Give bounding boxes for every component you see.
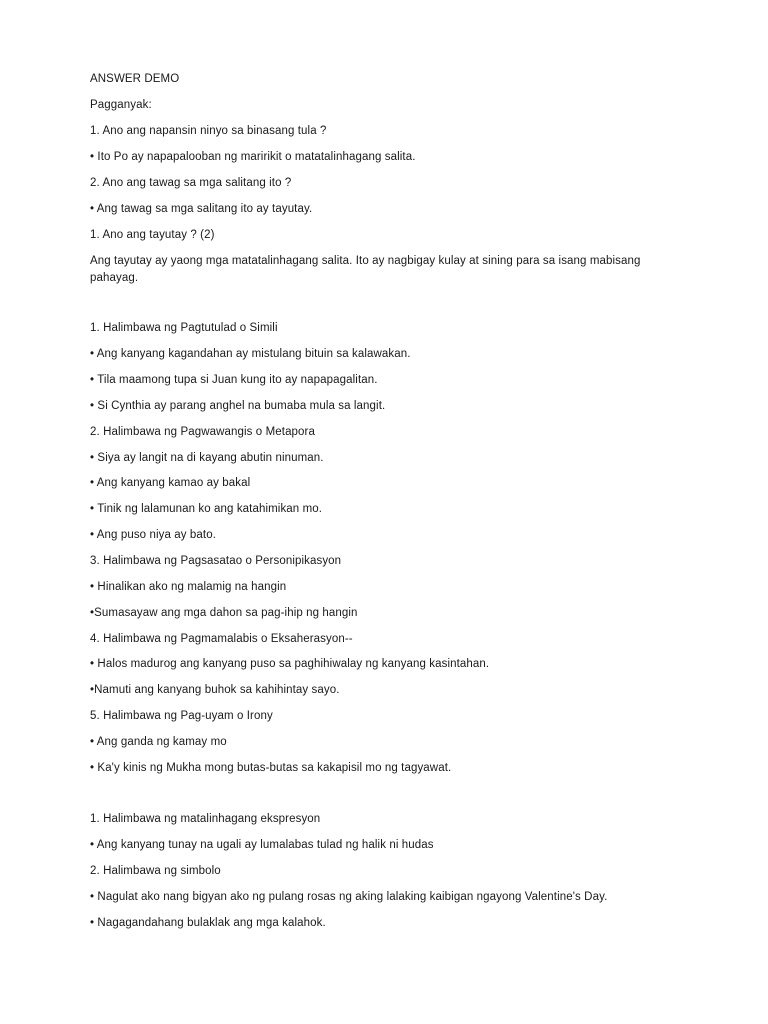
text-line: 1. Halimbawa ng Pagtutulad o Simili xyxy=(90,322,278,334)
text-line: 2. Halimbawa ng simbolo xyxy=(90,865,221,877)
text-line: • Ang puso niya ay bato. xyxy=(90,529,216,541)
text-line: 4. Halimbawa ng Pagmamalabis o Eksaherasyon-- xyxy=(90,633,353,645)
text-line: 1. Halimbawa ng matalinhagang ekspresyon xyxy=(90,813,321,825)
text-line: 2. Ano ang tawag sa mga salitang ito ? xyxy=(90,177,292,189)
text-line: • Tinik ng lalamunan ko ang katahimikan mo. xyxy=(90,503,323,515)
text-line: • Nagulat ako nang bigyan ako ng pulang rosas ng aking lalaking kaibigan ngayong Valentine's Day. xyxy=(90,891,608,903)
text-line: 1. Ano ang tayutay ? (2) xyxy=(90,229,215,241)
text-line: • Hinalikan ako ng malamig na hangin xyxy=(90,581,287,593)
text-line: • Ang kanyang kamao ay bakal xyxy=(90,477,251,489)
text-line: • Ang kanyang kagandahan ay mistulang bituin sa kalawakan. xyxy=(90,348,411,360)
text-line: 3. Halimbawa ng Pagsasatao o Personipikasyon xyxy=(90,555,342,567)
text-line: • Ito Po ay napapalooban ng maririkit o matatalinhagang salita. xyxy=(90,151,416,163)
text-line: • Ka'y kinis ng Mukha mong butas-butas sa kakapisil mo ng tagyawat. xyxy=(90,762,452,774)
text-line: • Tila maamong tupa si Juan kung ito ay napapagalitan. xyxy=(90,374,378,386)
text-paragraph: Ang tayutay ay yaong mga matatalinhagang salita. Ito ay nagbigay kulay at sining para sa isang mabisang pahayag. xyxy=(90,255,641,284)
text-line: • Nagagandahang bulaklak ang mga kalahok. xyxy=(90,917,326,929)
text-line: 1. Ano ang napansin ninyo sa binasang tula ? xyxy=(90,125,327,137)
text-line: • Siya ay langit na di kayang abutin ninuman. xyxy=(90,452,324,464)
text-line: • Halos madurog ang kanyang puso sa paghihiwalay ng kanyang kasintahan. xyxy=(90,658,490,670)
text-line: • Si Cynthia ay parang anghel na bumaba mula sa langit. xyxy=(90,400,386,412)
text-line: • Ang ganda ng kamay mo xyxy=(90,736,227,748)
text-line: • Ang tawag sa mga salitang ito ay tayutay. xyxy=(90,203,313,215)
text-line: •Namuti ang kanyang buhok sa kahihintay sayo. xyxy=(90,684,340,696)
text-line: •Sumasayaw ang mga dahon sa pag-ihip ng hangin xyxy=(90,607,358,619)
document-title: ANSWER DEMO xyxy=(90,73,180,85)
text-line: • Ang kanyang tunay na ugali ay lumalabas tulad ng halik ni hudas xyxy=(90,839,434,851)
text-line: 2. Halimbawa ng Pagwawangis o Metapora xyxy=(90,426,315,438)
text-line: Pagganyak: xyxy=(90,99,152,111)
text-line: 5. Halimbawa ng Pag-uyam o Irony xyxy=(90,710,273,722)
